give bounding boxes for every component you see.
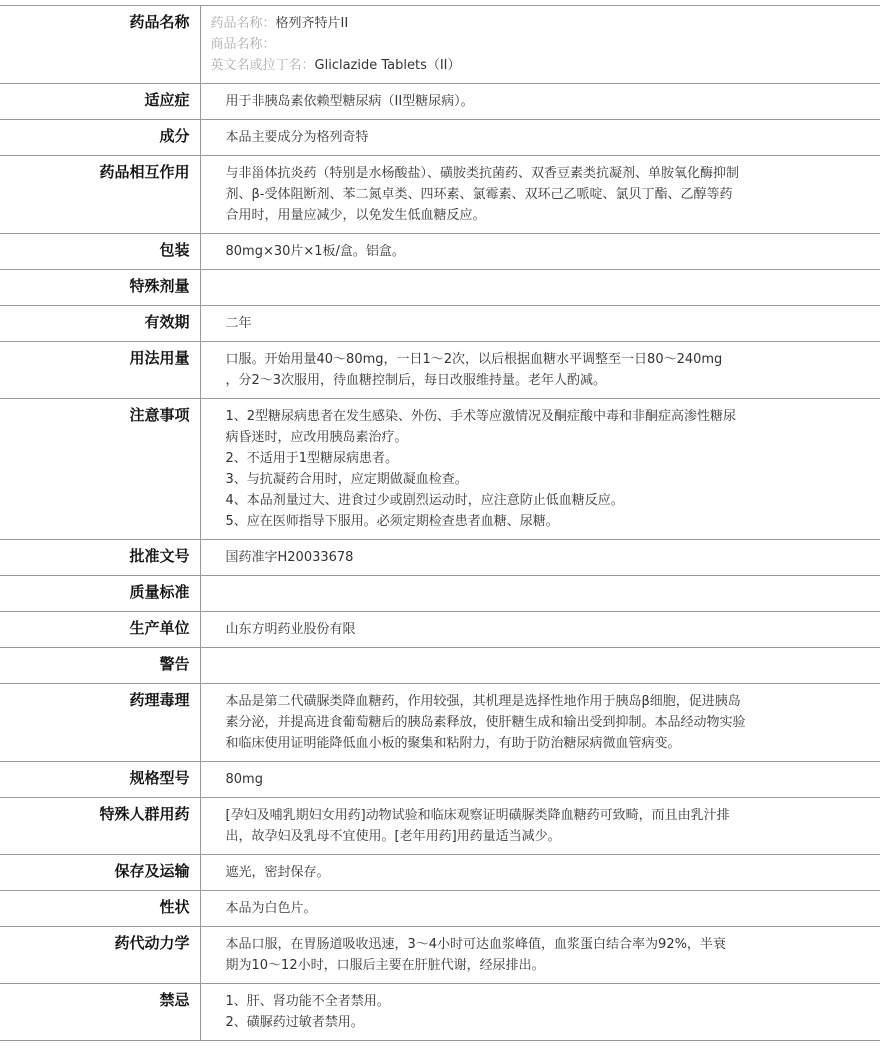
- row-value: [200, 612, 880, 648]
- row-value-line: 2、不适用于1型糖尿病患者。: [225, 451, 399, 466]
- row-value: [200, 156, 880, 234]
- row-value: [200, 399, 880, 540]
- row-value-line: 本品主要成分为格列奇特: [225, 130, 369, 145]
- row-value: [200, 120, 880, 156]
- row-label: 生产单位: [0, 612, 200, 648]
- row-value-line: 本品口服，在胃肠道吸收迅速，3～4小时可达血浆峰值，血浆蛋白结合率为92%，半衰: [225, 937, 726, 952]
- row-value: [200, 927, 880, 984]
- row-value-line: 剂、β-受体阻断剂、苯二氮卓类、四环素、氯霉素、双环己乙哌啶、氯贝丁酯、乙醇等药: [225, 187, 733, 202]
- info-row: [0, 540, 880, 576]
- row-value-line: 期为10～12小时，口服后主要在肝脏代谢，经尿排出。: [225, 958, 545, 973]
- row-value: [200, 891, 880, 927]
- row-value-line: 合用时，用量应减少，以免发生低血糖反应。: [225, 208, 486, 223]
- row-value-line: ，分2～3次服用，待血糖控制后，每日改服维持量。老年人酌减。: [225, 373, 607, 388]
- row-label: 用法用量: [0, 342, 200, 399]
- row-label: 警告: [0, 648, 200, 684]
- row-label: 规格型号: [0, 762, 200, 798]
- info-row: [0, 306, 880, 342]
- row-value-line: 山东方明药业股份有限: [225, 622, 356, 637]
- drug-info-table: [0, 5, 880, 1041]
- row-value: [200, 984, 880, 1041]
- info-row: [0, 762, 880, 798]
- info-row: [0, 156, 880, 234]
- row-value-line: 5、应在医师指导下服用。必须定期检查患者血糖、尿糖。: [225, 514, 559, 529]
- row-value-line: 与非甾体抗炎药（特别是水杨酸盐）、磺胺类抗菌药、双香豆素类抗凝剂、单胺氧化酶抑制: [225, 166, 740, 181]
- generic-name-key: 药品名称：: [210, 16, 276, 31]
- row-value: [200, 270, 880, 306]
- row-value: [200, 762, 880, 798]
- info-row: [0, 648, 880, 684]
- row-label: 特殊人群用药: [0, 798, 200, 855]
- english-name-line: [211, 55, 791, 76]
- row-label: 注意事项: [0, 399, 200, 540]
- row-value: [200, 576, 880, 612]
- row-value-line: 国药准字H20033678: [225, 550, 354, 565]
- drug-name-label: 药品名称: [0, 6, 200, 84]
- info-row: [0, 927, 880, 984]
- info-row: [0, 234, 880, 270]
- trade-name-key: 商品名称：: [210, 37, 276, 52]
- row-label: 质量标准: [0, 576, 200, 612]
- info-row: [0, 612, 880, 648]
- row-value-line: 口服。开始用量40～80mg，一日1～2次，以后根据血糖水平调整至一日80～240mg: [225, 352, 723, 367]
- row-value: [200, 306, 880, 342]
- trade-name-line: [211, 34, 791, 55]
- generic-name-value: 格列齐特片II: [275, 16, 349, 31]
- row-label: 禁忌: [0, 984, 200, 1041]
- info-row: [0, 270, 880, 306]
- generic-name-line: [211, 13, 791, 34]
- row-value-line: 80mg: [225, 772, 263, 787]
- drug-name-row: [0, 6, 880, 84]
- english-name-value: Gliclazide Tablets（II）: [314, 58, 461, 73]
- info-row: [0, 984, 880, 1041]
- row-value-line: 本品是第二代磺脲类降血糖药，作用较强，其机理是选择性地作用于胰岛β细胞，促进胰岛: [225, 694, 741, 709]
- row-value-line: 出，故孕妇及乳母不宜使用。[老年用药]用药量适当减少。: [225, 829, 561, 844]
- row-label: 药理毒理: [0, 684, 200, 762]
- row-value-line: 二年: [225, 316, 252, 331]
- row-value-line: 80mg×30片×1板/盒。铝盒。: [225, 244, 405, 259]
- row-value-line: 用于非胰岛素依赖型糖尿病（II型糖尿病）。: [225, 94, 474, 109]
- row-value: [200, 648, 880, 684]
- row-label: 性状: [0, 891, 200, 927]
- row-value-line: [孕妇及哺乳期妇女用药]动物试验和临床观察证明磺脲类降血糖药可致畸，而且由乳汁排: [225, 808, 730, 823]
- row-value-line: 病昏迷时，应改用胰岛素治疗。: [225, 430, 408, 445]
- info-row: [0, 684, 880, 762]
- row-value-line: 和临床使用证明能降低血小板的聚集和粘附力，有助于防治糖尿病微血管病变。: [225, 736, 681, 751]
- row-label: 有效期: [0, 306, 200, 342]
- row-value-line: 本品为白色片。: [225, 901, 317, 916]
- row-value: [200, 84, 880, 120]
- row-value: [200, 342, 880, 399]
- info-row: [0, 399, 880, 540]
- row-value-line: 3、与抗凝药合用时，应定期做凝血检查。: [225, 472, 468, 487]
- row-value-line: 1、肝、肾功能不全者禁用。: [225, 994, 390, 1009]
- row-value-line: 遮光，密封保存。: [225, 865, 330, 880]
- row-value: [200, 684, 880, 762]
- row-label: 成分: [0, 120, 200, 156]
- row-value-line: 素分泌，并提高进食葡萄糖后的胰岛素释放，使肝糖生成和输出受到抑制。本品经动物实验: [225, 715, 746, 730]
- row-label: 适应症: [0, 84, 200, 120]
- drug-name-values: [200, 6, 880, 84]
- info-row: [0, 798, 880, 855]
- row-value: [200, 540, 880, 576]
- info-row: [0, 342, 880, 399]
- row-value: [200, 855, 880, 891]
- info-row: [0, 855, 880, 891]
- row-label: 保存及运输: [0, 855, 200, 891]
- info-row: [0, 120, 880, 156]
- row-label: 批准文号: [0, 540, 200, 576]
- row-label: 包装: [0, 234, 200, 270]
- row-label: 药品相互作用: [0, 156, 200, 234]
- english-name-key: 英文名或拉丁名：: [210, 58, 315, 73]
- row-label: 药代动力学: [0, 927, 200, 984]
- row-value: [200, 234, 880, 270]
- row-label: 特殊剂量: [0, 270, 200, 306]
- row-value-line: 1、2型糖尿病患者在发生感染、外伤、手术等应激情况及酮症酸中毒和非酮症高渗性糖尿: [225, 409, 737, 424]
- info-row: [0, 576, 880, 612]
- info-row: [0, 84, 880, 120]
- row-value: [200, 798, 880, 855]
- row-value-line: 4、本品剂量过大、进食过少或剧烈运动时，应注意防止低血糖反应。: [225, 493, 624, 508]
- row-value-line: 2、磺脲药过敏者禁用。: [225, 1015, 364, 1030]
- info-row: [0, 891, 880, 927]
